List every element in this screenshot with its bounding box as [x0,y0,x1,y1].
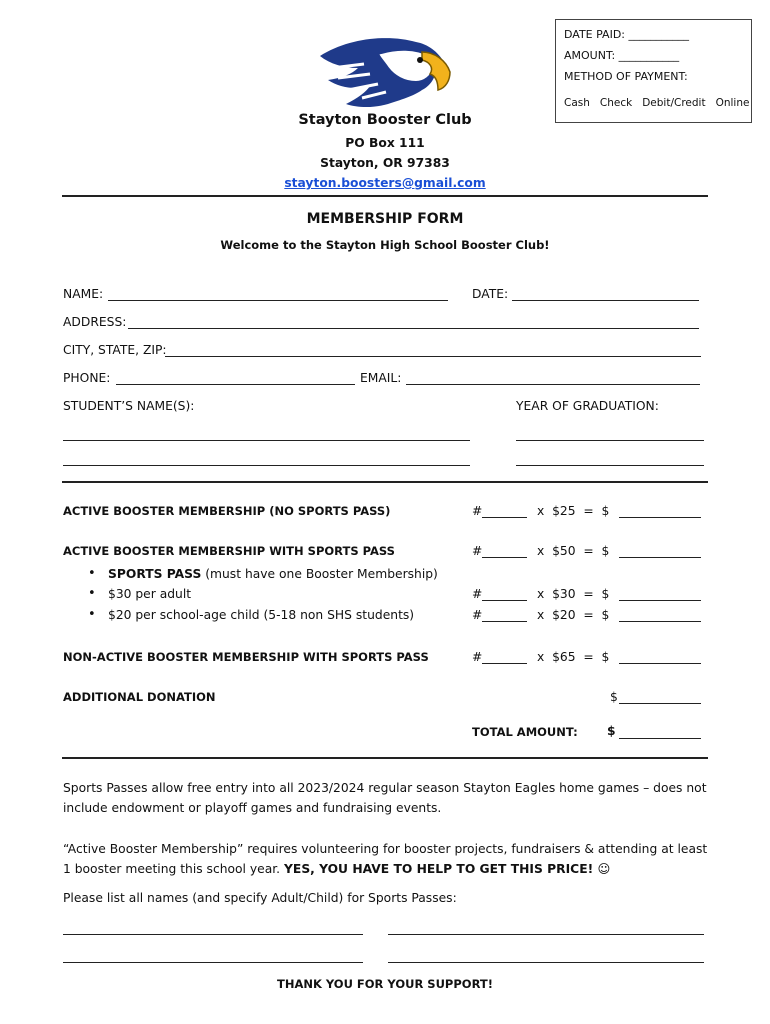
student-name-field-2[interactable] [63,465,470,466]
divider [62,195,708,197]
active-membership-text: “Active Booster Membership” requires volunteering for booster projects, fundraisers & attending at least 1 booster meeting this school year. [63,842,708,876]
adult-calc: x $30 = $ [537,587,610,601]
pass-name-field-1[interactable] [63,934,363,935]
active-with-pass-calc: x $50 = $ [537,544,610,558]
child-qty-field[interactable] [482,621,527,622]
adult-pass-label: $30 per adult [108,587,192,601]
club-email-link[interactable]: stayton.boosters@gmail.com [284,176,486,190]
student-name-field-1[interactable] [63,440,470,441]
non-active-calc: x $65 = $ [537,650,610,664]
date-paid-label: DATE PAID: ___________ [564,28,689,41]
hash-label: # [472,587,483,601]
active-no-pass-label: ACTIVE BOOSTER MEMBERSHIP (NO SPORTS PASS) [63,504,391,518]
city-state-zip-label: CITY, STATE, ZIP: [63,343,167,357]
date-label: DATE: [472,287,509,301]
email-label: EMAIL: [360,371,402,385]
payment-box [555,19,752,123]
name-field[interactable] [108,300,448,301]
sports-pass-note [108,567,438,581]
bullet-icon: • [88,586,96,601]
total-dollar: $ [607,724,616,738]
total-label: TOTAL AMOUNT: [472,725,578,739]
active-no-pass-qty-field[interactable] [482,517,527,518]
donation-amount-field[interactable] [619,703,701,704]
active-no-pass-calc: x $25 = $ [537,504,610,518]
graduation-label: YEAR OF GRADUATION: [516,399,659,413]
bullet-icon: • [88,607,96,622]
eagle-logo [318,34,452,112]
city-state-zip-field[interactable] [165,356,701,357]
sports-pass-names-prompt: Please list all names (and specify Adult/Child) for Sports Passes: [63,891,457,905]
bullet-icon: • [88,566,96,581]
child-amount-field[interactable] [619,621,701,622]
divider [62,481,708,483]
phone-label: PHONE: [63,371,111,385]
child-pass-label: $20 per school-age child (5-18 non SHS students) [108,608,415,622]
active-with-pass-amount-field[interactable] [619,557,701,558]
non-active-label: NON-ACTIVE BOOSTER MEMBERSHIP WITH SPORTS PASS [63,650,429,664]
donation-dollar: $ [610,690,618,704]
child-calc: x $20 = $ [537,608,610,622]
sports-pass-rest: (must have one Booster Membership) [201,567,438,581]
address-label: ADDRESS: [63,315,127,329]
non-active-qty-field[interactable] [482,663,527,664]
email-field[interactable] [406,384,700,385]
hash-label: # [472,608,483,622]
active-with-pass-qty-field[interactable] [482,557,527,558]
hash-label: # [472,544,483,558]
name-label: NAME: [63,287,104,301]
pass-name-field-4[interactable] [388,962,704,963]
phone-field[interactable] [116,384,355,385]
divider [62,757,708,759]
thank-you-text: THANK YOU FOR YOUR SUPPORT! [276,977,493,991]
non-active-amount-field[interactable] [619,663,701,664]
club-po-box: PO Box 111 [345,136,425,150]
sports-pass-bold: SPORTS PASS [108,567,202,581]
club-city: Stayton, OR 97383 [320,156,450,170]
club-name: Stayton Booster Club [298,112,472,128]
graduation-field-1[interactable] [516,440,704,441]
sports-pass-info: Sports Passes allow free entry into all 2023/2024 regular season Stayton Eagles home games – does not include endowment or playoff games and fundraising events. [63,781,707,815]
pass-name-field-3[interactable] [63,962,363,963]
date-field[interactable] [512,300,699,301]
pass-name-field-2[interactable] [388,934,704,935]
graduation-field-2[interactable] [516,465,704,466]
payment-method-options: Cash Check Debit/Credit Online [564,97,750,109]
active-with-pass-label: ACTIVE BOOSTER MEMBERSHIP WITH SPORTS PASS [63,544,395,558]
donation-label: ADDITIONAL DONATION [63,690,216,704]
total-amount-field[interactable] [619,738,701,739]
welcome-text: Welcome to the Stayton High School Booster Club! [220,238,550,252]
active-membership-info [63,839,713,879]
students-label: STUDENT’S NAME(S): [63,399,195,413]
help-price-note: YES, YOU HAVE TO HELP TO GET THIS PRICE! ☺ [284,862,611,876]
adult-qty-field[interactable] [482,600,527,601]
payment-method-label: METHOD OF PAYMENT: [564,70,688,83]
active-no-pass-amount-field[interactable] [619,517,701,518]
adult-amount-field[interactable] [619,600,701,601]
address-field[interactable] [128,328,699,329]
hash-label: # [472,650,483,664]
form-title: MEMBERSHIP FORM [306,211,464,227]
hash-label: # [472,504,483,518]
amount-label: AMOUNT: ___________ [564,49,680,62]
